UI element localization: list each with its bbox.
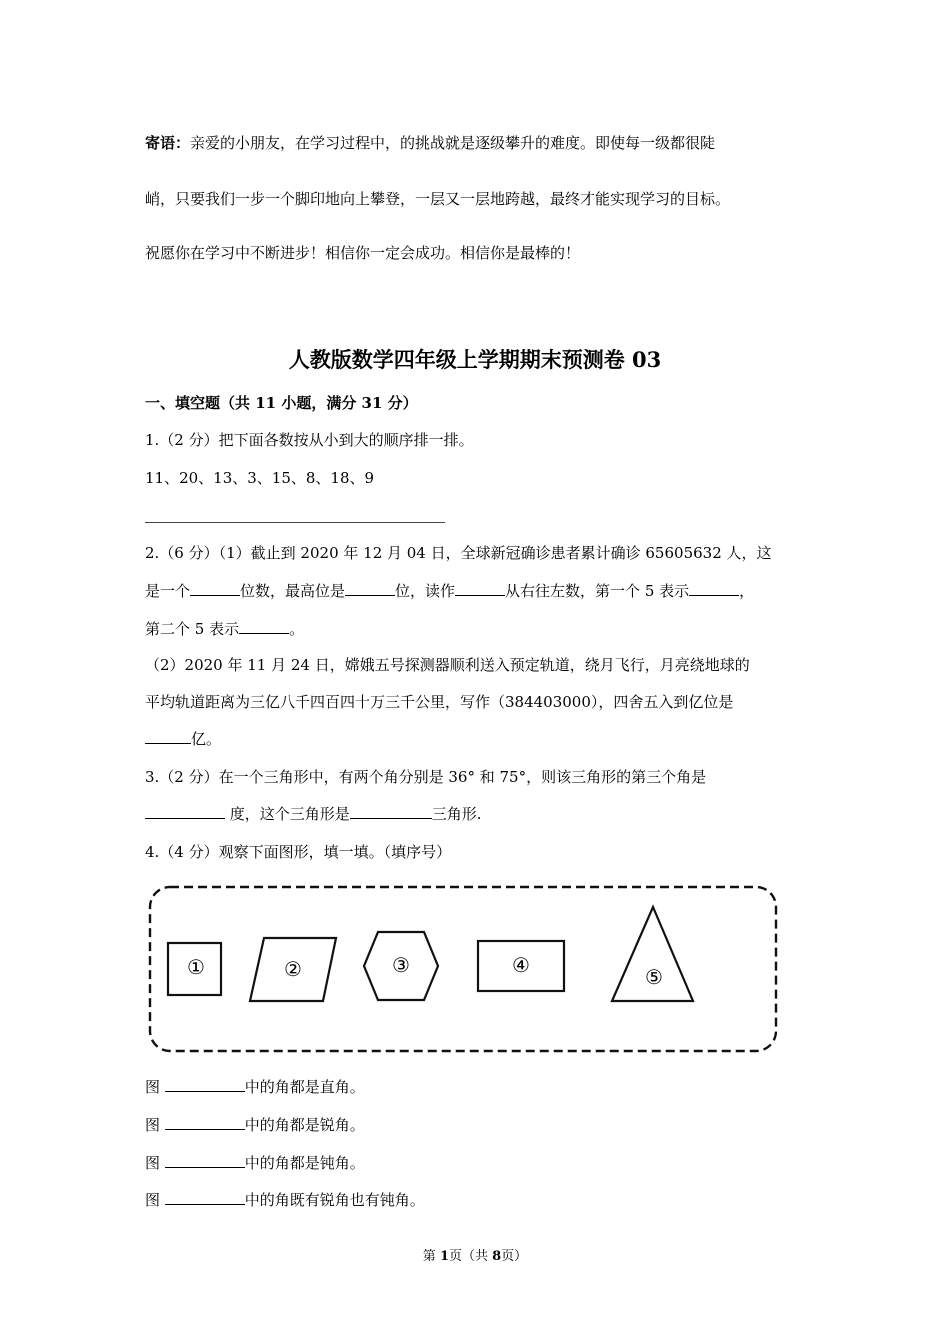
q3-line-2 bbox=[145, 804, 482, 824]
q4-text: 中的角既有锐角也有钝角。 bbox=[244, 1191, 425, 1209]
q4-answer-2 bbox=[145, 1115, 365, 1135]
q2-line-6 bbox=[145, 729, 221, 749]
page-title: 人教版数学四年级上学期期末预测卷 03 bbox=[288, 347, 662, 372]
q2-line-5: 平均轨道距离为三亿八千四百四十万三千公里，写作（384403000），四舍五入到亿位是 bbox=[145, 693, 734, 711]
q4-answer-1 bbox=[145, 1077, 365, 1097]
q4-answer-3 bbox=[145, 1153, 365, 1173]
q2-text: 位数，最高位是 bbox=[240, 582, 346, 600]
q3-text: 三角形. bbox=[431, 805, 482, 823]
page-total: 8 bbox=[492, 1249, 502, 1264]
q2-line-4: （2）2020 年 11 月 24 日，嫦娥五号探测器顺利送入预定轨道，绕月飞行，月亮绕地球的 bbox=[145, 656, 750, 674]
q3-text: 度，这个三角形是 bbox=[225, 805, 350, 823]
answer-blank[interactable] bbox=[239, 619, 289, 634]
q3-line-1: 3.（2 分）在一个三角形中，有两个角分别是 36° 和 75°，则该三角形的第三个角是 bbox=[145, 768, 707, 786]
section-heading: 一、填空题（共 11 小题，满分 31 分） bbox=[145, 394, 418, 412]
shape-label-1: ① bbox=[187, 955, 205, 979]
shape-label-2: ② bbox=[284, 957, 302, 981]
q4-stem: 4.（4 分）观察下面图形，填一填。（填序号） bbox=[145, 843, 452, 861]
answer-blank[interactable] bbox=[689, 581, 739, 596]
fig-prefix: 图 bbox=[145, 1116, 161, 1134]
q1-numbers: 11、20、13、3、15、8、18、9 bbox=[145, 469, 375, 487]
footer-text: 第 bbox=[422, 1249, 440, 1264]
q2-line-1: 2.（6 分）（1）截止到 2020 年 12 月 04 日，全球新冠确诊患者累计确诊 65605632 人，这 bbox=[145, 544, 772, 562]
shapes-figure bbox=[148, 884, 780, 1054]
q1-answer-line[interactable] bbox=[145, 522, 445, 523]
shape-label-3: ③ bbox=[392, 953, 410, 977]
intro-line-1 bbox=[145, 133, 715, 153]
q2-text: 亿。 bbox=[191, 730, 222, 748]
answer-blank[interactable] bbox=[165, 1115, 245, 1130]
q2-line-2 bbox=[145, 581, 754, 601]
dashed-frame bbox=[150, 887, 776, 1051]
q2-text: 位，读作 bbox=[395, 582, 456, 600]
q2-text: ， bbox=[739, 582, 755, 600]
shape-label-5: ⑤ bbox=[645, 965, 663, 989]
q2-text: 是一个 bbox=[145, 582, 191, 600]
intro-line-3: 祝愿你在学习中不断进步！相信你一定会成功。相信你是最棒的！ bbox=[145, 244, 581, 262]
page-number: 1 bbox=[439, 1249, 449, 1264]
footer-text: 页） bbox=[501, 1249, 528, 1264]
intro-text-1: 亲爱的小朋友，在学习过程中，的挑战就是逐级攀升的难度。即使每一级都很陡 bbox=[190, 134, 716, 152]
fig-prefix: 图 bbox=[145, 1154, 161, 1172]
answer-blank[interactable] bbox=[165, 1153, 245, 1168]
answer-blank[interactable] bbox=[350, 804, 432, 819]
q4-text: 中的角都是锐角。 bbox=[244, 1116, 365, 1134]
page-footer bbox=[0, 1245, 950, 1264]
q2-text: 从右往左数，第一个 5 表示 bbox=[505, 582, 690, 600]
shape-label-4: ④ bbox=[512, 953, 530, 977]
q1-stem: 1.（2 分）把下面各数按从小到大的顺序排一排。 bbox=[145, 431, 474, 449]
q4-answer-4 bbox=[145, 1190, 425, 1210]
answer-blank[interactable] bbox=[345, 581, 395, 596]
footer-text: 页（共 bbox=[448, 1249, 493, 1264]
fig-prefix: 图 bbox=[145, 1191, 161, 1209]
fig-prefix: 图 bbox=[145, 1078, 161, 1096]
answer-blank[interactable] bbox=[145, 729, 191, 744]
answer-blank[interactable] bbox=[455, 581, 505, 596]
intro-line-2: 峭，只要我们一步一个脚印地向上攀登，一层又一层地跨越，最终才能实现学习的目标。 bbox=[145, 190, 731, 208]
answer-blank[interactable] bbox=[190, 581, 240, 596]
q4-text: 中的角都是钝角。 bbox=[244, 1154, 365, 1172]
q2-text: 第二个 5 表示 bbox=[145, 620, 240, 638]
q4-text: 中的角都是直角。 bbox=[244, 1078, 365, 1096]
answer-blank[interactable] bbox=[165, 1190, 245, 1205]
answer-blank[interactable] bbox=[145, 804, 225, 819]
q2-line-3 bbox=[145, 619, 304, 639]
answer-blank[interactable] bbox=[165, 1077, 245, 1092]
q2-text: 。 bbox=[289, 620, 305, 638]
intro-label: 寄语： bbox=[145, 134, 191, 152]
